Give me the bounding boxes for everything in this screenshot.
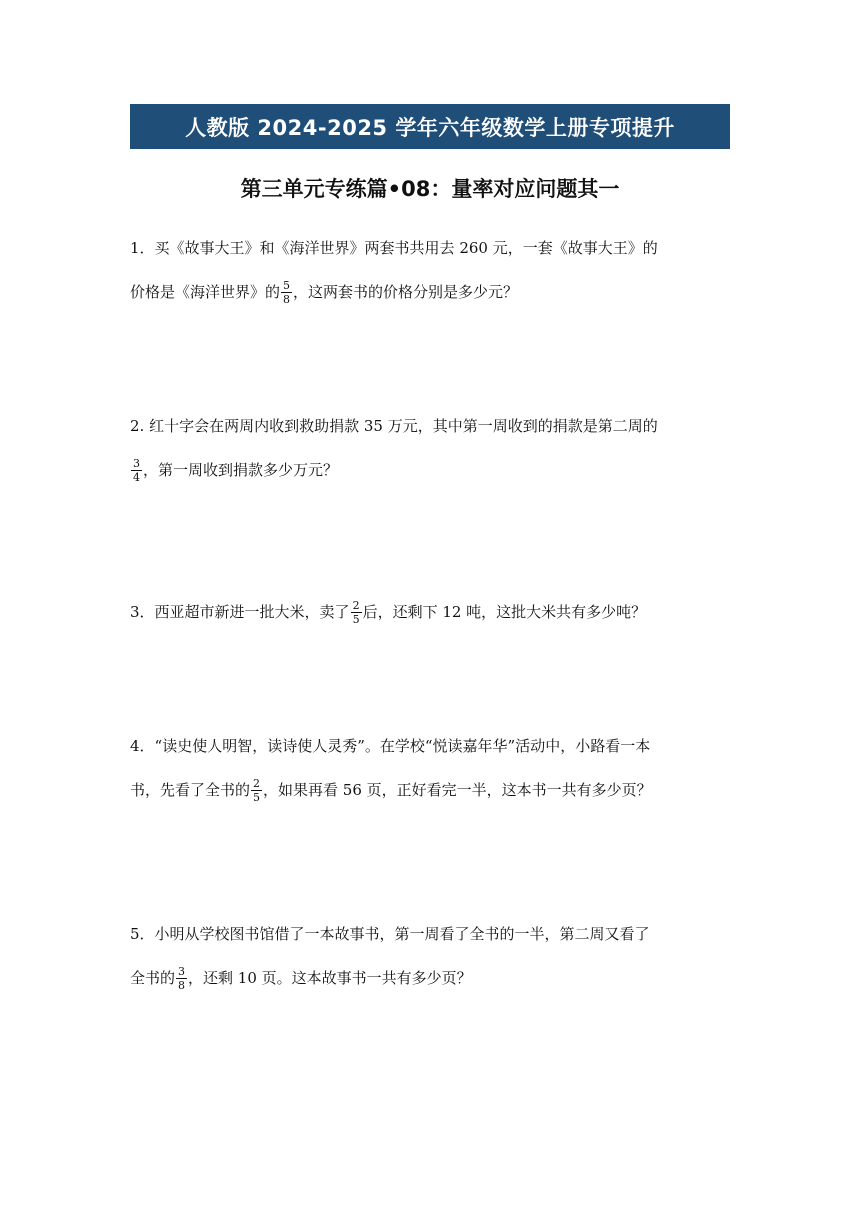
- question-text: 红十字会在两周内收到救助捐款 35 万元，其中第一周收到的捐款是第二周的: [149, 417, 658, 435]
- question-1: [130, 226, 732, 314]
- unit-subtitle: 第三单元专练篇•08：量率对应问题其一: [240, 177, 620, 201]
- banner-title: 人教版 2024-2025 学年六年级数学上册专项提升: [185, 115, 675, 140]
- question-text: ，还剩 10 页。这本故事书一共有多少页？: [188, 969, 472, 987]
- question-5: [130, 912, 732, 1000]
- question-3: [130, 590, 732, 634]
- question-4-line-2: [130, 768, 732, 812]
- question-4-line-1: [130, 724, 732, 768]
- fraction-denominator: 8: [283, 292, 291, 306]
- question-text: “读史使人明智，读诗使人灵秀”。在学校“悦读嘉年华”活动中，小路看一本: [154, 737, 651, 755]
- fraction-denominator: 4: [133, 470, 140, 484]
- question-3-line-1: [130, 590, 732, 634]
- question-text: ，这两套书的价格分别是多少元？: [293, 283, 519, 301]
- fraction-numerator: 3: [178, 964, 186, 978]
- question-text: 价格是《海洋世界》的: [130, 283, 281, 301]
- question-5-line-1: [130, 912, 732, 956]
- question-number: 4．: [130, 737, 155, 755]
- fraction-numerator: 2: [253, 776, 261, 790]
- question-1-line-1: [130, 226, 732, 270]
- question-5-line-2: [130, 956, 732, 1000]
- fraction-numerator: 2: [352, 598, 360, 612]
- question-text: 西亚超市新进一批大米，卖了: [154, 603, 350, 621]
- question-number: 2.: [130, 417, 150, 435]
- fraction: [251, 777, 262, 804]
- question-number: 1．: [130, 239, 155, 257]
- question-text: ，如果再看 56 页，正好看完一半，这本书一共有多少页？: [263, 781, 652, 799]
- question-2-line-1: [130, 404, 732, 448]
- question-text: 后，还剩下 12 吨，这批大米共有多少吨？: [362, 603, 647, 621]
- question-2-line-2: [130, 448, 732, 492]
- question-text: 书，先看了全书的: [130, 781, 251, 799]
- question-number: 5．: [130, 925, 155, 943]
- fraction-denominator: 8: [178, 978, 186, 992]
- fraction-denominator: 5: [253, 790, 261, 804]
- question-number: 3．: [130, 603, 155, 621]
- question-text: 小明从学校图书馆借了一本故事书，第一周看了全书的一半，第二周又看了: [154, 925, 650, 943]
- title-banner: [130, 104, 730, 149]
- fraction-denominator: 5: [352, 612, 360, 626]
- question-text: 买《故事大王》和《海洋世界》两套书共用去 260 元，一套《故事大王》的: [154, 239, 658, 257]
- fraction-numerator: 3: [133, 456, 140, 470]
- fraction: [281, 279, 292, 306]
- question-text: 全书的: [130, 969, 176, 987]
- fraction: [351, 599, 362, 626]
- fraction-numerator: 5: [283, 278, 291, 292]
- question-2: [130, 404, 732, 492]
- question-4: [130, 724, 732, 812]
- question-1-line-2: [130, 270, 732, 314]
- fraction: [176, 965, 187, 992]
- fraction: [131, 457, 142, 484]
- question-text: ，第一周收到捐款多少万元？: [143, 461, 339, 479]
